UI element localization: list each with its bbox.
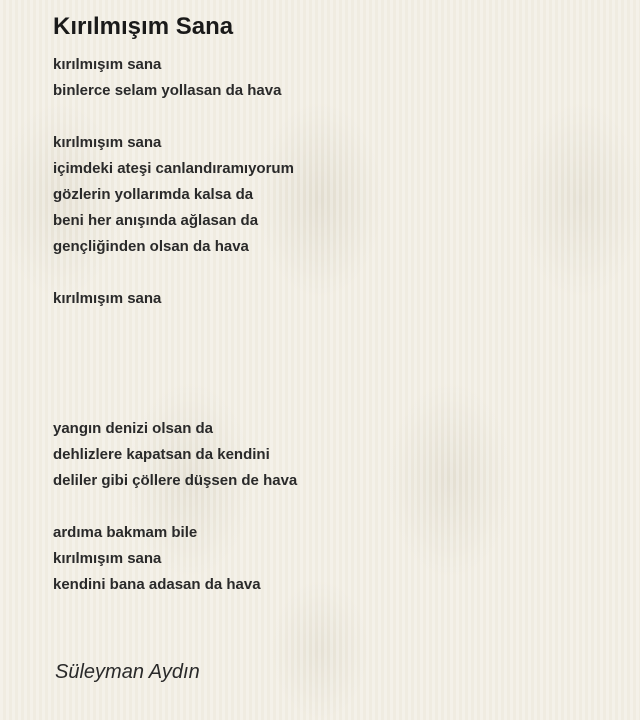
poem-line: dehlizlere kapatsan da kendini [53, 446, 270, 463]
poem-line: gençliğinden olsan da hava [53, 238, 249, 255]
poem-body [53, 52, 613, 598]
poem-line [53, 338, 613, 364]
poem-line: binlerce selam yollasan da hava [53, 82, 282, 99]
poem-line: kırılmışım sana [53, 134, 162, 151]
poem-line: içimdeki ateşi canlandıramıyorum [53, 160, 294, 177]
poem-line: yangın denizi olsan da [53, 420, 214, 437]
poem-author: Süleyman Aydın [55, 661, 200, 683]
poem-line [53, 104, 613, 130]
poem-line: deliler gibi çöllere düşsen de hava [53, 472, 298, 489]
poem-line: kendini bana adasan da hava [53, 576, 261, 593]
poem-line: kırılmışım sana [53, 290, 162, 307]
poem-line [53, 260, 613, 286]
poem-line: kırılmışım sana [53, 56, 162, 73]
poem-line [53, 364, 613, 390]
poem-line: kırılmışım sana [53, 550, 162, 567]
poem-line [53, 494, 613, 520]
poem-line: ardıma bakmam bile [53, 524, 198, 541]
poem-title: Kırılmışım Sana [53, 13, 234, 40]
poem-line: gözlerin yollarımda kalsa da [53, 186, 254, 203]
poem-line [53, 390, 613, 416]
poem-line [53, 312, 613, 338]
poem-line: beni her anışında ağlasan da [53, 212, 259, 229]
